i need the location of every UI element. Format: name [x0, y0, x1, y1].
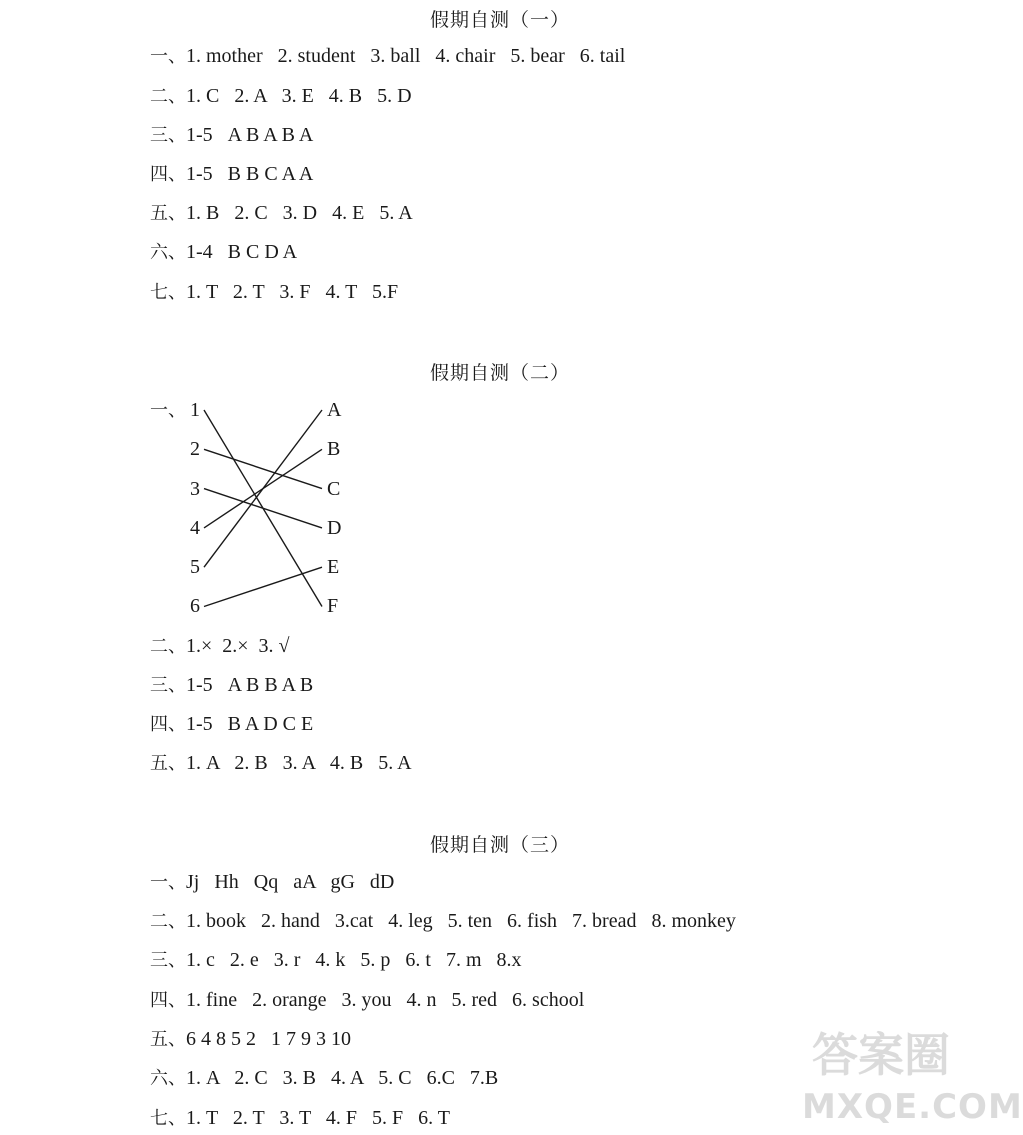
s2-line-3-num: 三、	[150, 675, 186, 696]
s3-line-5-num: 五、	[150, 1029, 186, 1050]
match-right-b: B	[327, 438, 341, 460]
s3-line-3	[150, 948, 522, 973]
s3-line-4-num: 四、	[150, 990, 186, 1011]
s2-line-5	[150, 751, 412, 776]
match-left-6: 6	[190, 595, 200, 617]
s2-line-5-text: 1. A 2. B 3. A 4. B 5. A	[186, 752, 412, 774]
s3-line-3-text: 1. c 2. e 3. r 4. k 5. p 6. t 7. m 8.x	[186, 949, 522, 971]
match-right-e: E	[327, 556, 340, 578]
s1-line-2-num: 二、	[150, 86, 186, 107]
s3-line-3-num: 三、	[150, 950, 186, 971]
s3-line-6-text: 1. A 2. C 3. B 4. A 5. C 6.C 7.B	[186, 1067, 499, 1089]
s3-line-7-text: 1. T 2. T 3. T 4. F 5. F 6. T	[186, 1107, 450, 1129]
s1-line-2-text: 1. C 2. A 3. E 4. B 5. D	[186, 85, 412, 107]
s2-line-2-text: 1.× 2.× 3. √	[186, 635, 290, 657]
section-2-title: 假期自测（二）	[429, 362, 570, 384]
s3-line-2-text: 1. book 2. hand 3.cat 4. leg 5. ten 6. fish 7. bread 8. monkey	[186, 910, 736, 932]
s1-line-6-text: 1-4 B C D A	[186, 241, 298, 263]
match-line-6-E	[204, 567, 322, 606]
s2-line-2	[150, 634, 290, 659]
section-1-title: 假期自测（一）	[429, 9, 570, 31]
s1-line-3-num: 三、	[150, 125, 186, 146]
s2-line-4-text: 1-5 B A D C E	[186, 713, 314, 735]
match-line-5-A	[204, 410, 322, 567]
s3-line-7-num: 七、	[150, 1108, 186, 1129]
s3-line-6-num: 六、	[150, 1068, 186, 1089]
s2-matching-num: 一、	[150, 400, 186, 421]
s3-line-4-text: 1. fine 2. orange 3. you 4. n 5. red 6. school	[186, 989, 585, 1011]
s3-line-1-text: Jj Hh Qq aA gG dD	[186, 871, 395, 893]
match-left-5: 5	[190, 556, 200, 578]
s1-line-1-text: 1. mother 2. student 3. ball 4. chair 5. bear 6. tail	[186, 45, 626, 67]
s3-line-1	[150, 870, 394, 895]
s3-line-2	[150, 909, 736, 934]
s1-line-7-num: 七、	[150, 282, 186, 303]
watermark-text-url: MXQE.COM	[802, 1087, 1023, 1127]
s3-line-5-text: 6 4 8 5 2 1 7 9 3 10	[186, 1028, 351, 1050]
s1-line-3-text: 1-5 A B A B A	[186, 124, 314, 146]
s1-line-5-text: 1. B 2. C 3. D 4. E 5. A	[186, 202, 413, 224]
s1-line-7-text: 1. T 2. T 3. F 4. T 5.F	[186, 281, 399, 303]
match-left-3: 3	[190, 478, 200, 500]
match-right-f: F	[327, 595, 339, 617]
s3-line-6	[150, 1066, 498, 1091]
s1-line-4-text: 1-5 B B C A A	[186, 163, 314, 185]
s3-line-2-num: 二、	[150, 911, 186, 932]
s3-line-7	[150, 1106, 450, 1131]
match-right-c: C	[327, 478, 341, 500]
section-3-title: 假期自测（三）	[429, 834, 570, 856]
match-right-a: A	[327, 399, 342, 421]
s2-line-4-num: 四、	[150, 714, 186, 735]
s1-line-4-num: 四、	[150, 164, 186, 185]
match-line-2-C	[204, 449, 322, 488]
s2-line-3-text: 1-5 A B B A B	[186, 674, 314, 696]
watermark-text-cn: 答案圈	[812, 1028, 950, 1082]
s1-line-6-num: 六、	[150, 242, 186, 263]
s1-line-1-num: 一、	[150, 46, 186, 67]
s3-line-5	[150, 1027, 351, 1052]
s2-line-3	[150, 673, 313, 698]
s2-line-4	[150, 712, 313, 737]
match-right-d: D	[327, 517, 342, 539]
match-left-1: 1	[190, 399, 200, 421]
s3-line-4	[150, 988, 584, 1013]
match-left-2: 2	[190, 438, 200, 460]
s3-line-1-num: 一、	[150, 872, 186, 893]
match-line-3-D	[204, 489, 322, 528]
match-left-4: 4	[190, 517, 200, 539]
s2-line-5-num: 五、	[150, 753, 186, 774]
s2-line-2-num: 二、	[150, 636, 186, 657]
s1-line-5-num: 五、	[150, 203, 186, 224]
